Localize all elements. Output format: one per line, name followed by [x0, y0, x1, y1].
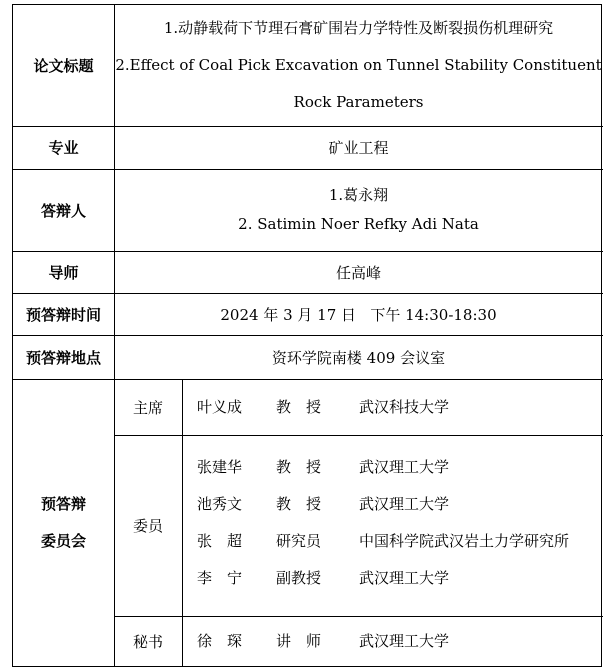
thesis-title-en-line1: 2.Effect of Coal Pick Excavation on Tunnel Stability Constituent [115, 56, 602, 74]
member-title: 研究员 [276, 532, 322, 550]
label-committee [13, 379, 114, 666]
committee-divider [114, 616, 603, 617]
member-org: 武汉理工大学 [359, 632, 450, 650]
member-name: 张 超 [197, 532, 243, 550]
major-value: 矿业工程 [328, 139, 389, 157]
label-thesis-title: 论文标题 [33, 57, 94, 75]
member-title: 教 授 [276, 495, 322, 513]
label-advisor: 导师 [48, 263, 79, 282]
member-title: 教 授 [276, 458, 322, 476]
location-value: 资环学院南楼 409 会议室 [271, 348, 446, 367]
label-major: 专业 [48, 139, 79, 157]
thesis-title-cn: 1.动静载荷下节理石膏矿围岩力学特性及断裂损伤机理研究 [163, 19, 554, 37]
thesis-title-cell [114, 5, 603, 126]
label-committee-line1: 预答辩 [40, 494, 86, 513]
member-title: 讲 师 [276, 632, 322, 650]
role-column-divider [182, 379, 183, 666]
thesis-title-en-line2: Rock Parameters [293, 93, 424, 111]
member-name: 叶义成 [197, 398, 243, 416]
member-name: 徐 琛 [197, 632, 243, 650]
role-members: 委员 [132, 517, 163, 535]
time-value: 2024 年 3 月 17 日 下午 14:30-18:30 [220, 305, 497, 324]
defendant-1: 1.葛永翔 [328, 186, 389, 204]
label-location: 预答辩地点 [25, 348, 101, 367]
defense-info-table [12, 4, 602, 667]
member-org: 武汉理工大学 [359, 495, 450, 513]
label-defendant: 答辩人 [40, 201, 86, 220]
member-name: 张建华 [197, 458, 243, 476]
member-org: 武汉科技大学 [359, 398, 450, 416]
role-chair: 主席 [132, 398, 163, 417]
member-org: 武汉理工大学 [359, 569, 450, 587]
advisor-value: 任高峰 [335, 263, 381, 282]
member-title: 副教授 [276, 569, 322, 587]
role-secretary: 秘书 [132, 632, 163, 651]
member-name: 李 宁 [197, 569, 243, 587]
member-name: 池秀文 [197, 495, 243, 513]
committee-divider [114, 435, 603, 436]
member-title: 教 授 [276, 398, 322, 416]
defendant-cell [114, 169, 603, 251]
label-time: 预答辩时间 [25, 305, 101, 324]
label-committee-line2: 委员会 [40, 531, 86, 550]
member-org: 武汉理工大学 [359, 458, 450, 476]
member-org: 中国科学院武汉岩土力学研究所 [359, 532, 570, 550]
defendant-2: 2. Satimin Noer Refky Adi Nata [238, 215, 479, 233]
